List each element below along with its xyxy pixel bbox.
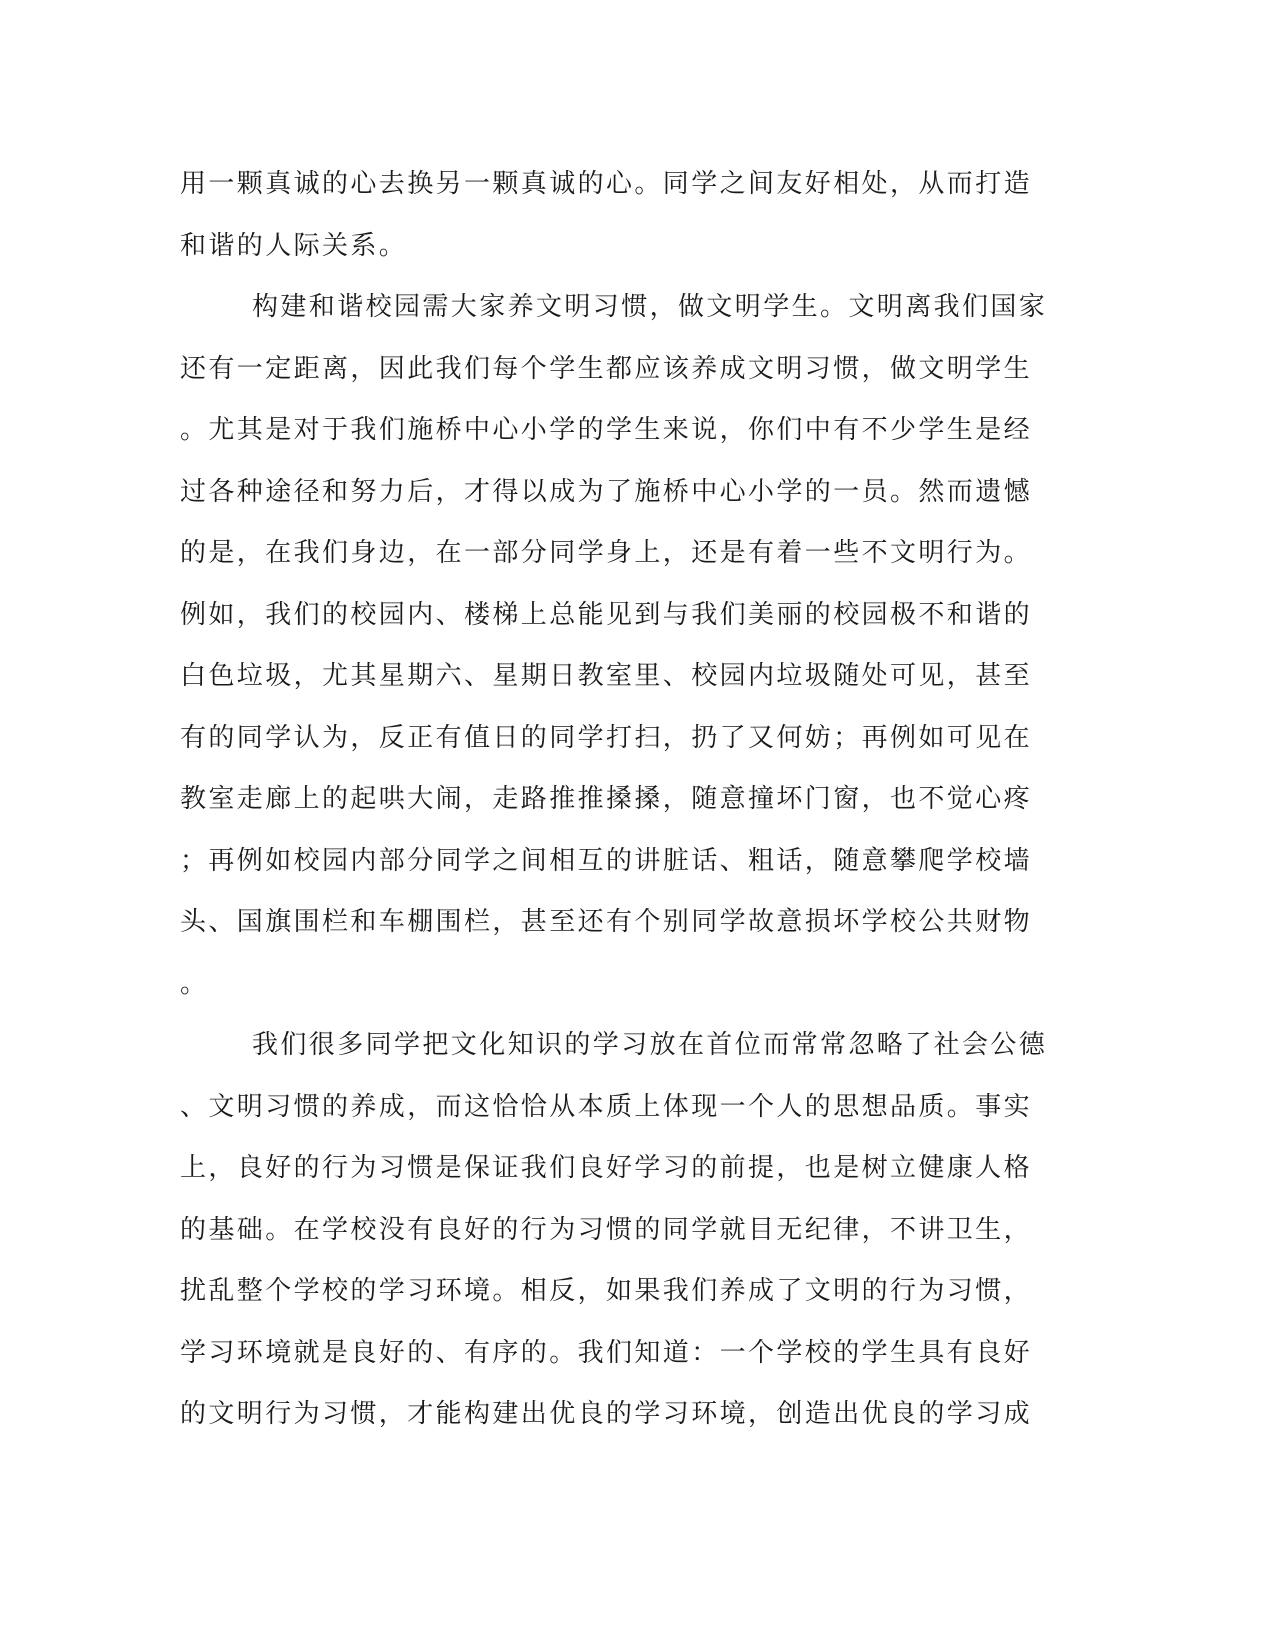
text-line: 过各种途径和努力后，才得以成为了施桥中心小学的一员。然而遗憾 <box>180 476 1033 507</box>
text-line: 。 <box>180 968 209 999</box>
text-line: 学习环境就是良好的、有序的。我们知道：一个学校的学生具有良好 <box>180 1337 1033 1368</box>
text-line: 用一颗真诚的心去换另一颗真诚的心。同学之间友好相处，从而打造 <box>180 169 1033 199</box>
text-line: 白色垃圾，尤其星期六、星期日教室里、校园内垃圾随处可见，甚至 <box>180 661 1033 691</box>
text-line: 、文明习惯的养成，而这恰恰从本质上体现一个人的思想品质。事实 <box>180 1091 1033 1122</box>
text-line: 。尤其是对于我们施桥中心小学的学生来说，你们中有不少学生是经 <box>180 415 1033 445</box>
text-line: 有的同学认为，反正有值日的同学打扫，扔了又何妨；再例如可见在 <box>180 722 1033 753</box>
text-line: 上，良好的行为习惯是保证我们良好学习的前提，也是树立健康人格 <box>180 1153 1033 1183</box>
text-line: 例如，我们的校园内、楼梯上总能见到与我们美丽的校园极不和谐的 <box>180 599 1033 630</box>
text-line: ；再例如校园内部分同学之间相互的讲脏话、粗话，随意攀爬学校墙 <box>180 845 1033 876</box>
text-line: 头、国旗围栏和车棚围栏，甚至还有个别同学故意损坏学校公共财物 <box>180 907 1033 937</box>
text-line: 构建和谐校园需大家养文明习惯，做文明学生。文明离我们国家 <box>252 292 1048 322</box>
document-body <box>180 154 1060 1446</box>
text-line: 扰乱整个学校的学习环境。相反，如果我们养成了文明的行为习惯， <box>180 1276 1033 1306</box>
text-line: 的基础。在学校没有良好的行为习惯的同学就目无纪律，不讲卫生， <box>180 1214 1033 1245</box>
text-line: 的是，在我们身边，在一部分同学身上，还是有着一些不文明行为。 <box>180 538 1033 568</box>
text-line: 我们很多同学把文化知识的学习放在首位而常常忽略了社会公德 <box>252 1030 1048 1060</box>
text-line: 还有一定距离，因此我们每个学生都应该养成文明习惯，做文明学生 <box>180 353 1033 384</box>
text-line: 教室走廊上的起哄大闹，走路推推搡搡，随意撞坏门窗，也不觉心疼 <box>180 784 1033 814</box>
text-line: 的文明行为习惯，才能构建出优良的学习环境，创造出优良的学习成 <box>180 1399 1033 1429</box>
text-line: 和谐的人际关系。 <box>180 230 408 261</box>
